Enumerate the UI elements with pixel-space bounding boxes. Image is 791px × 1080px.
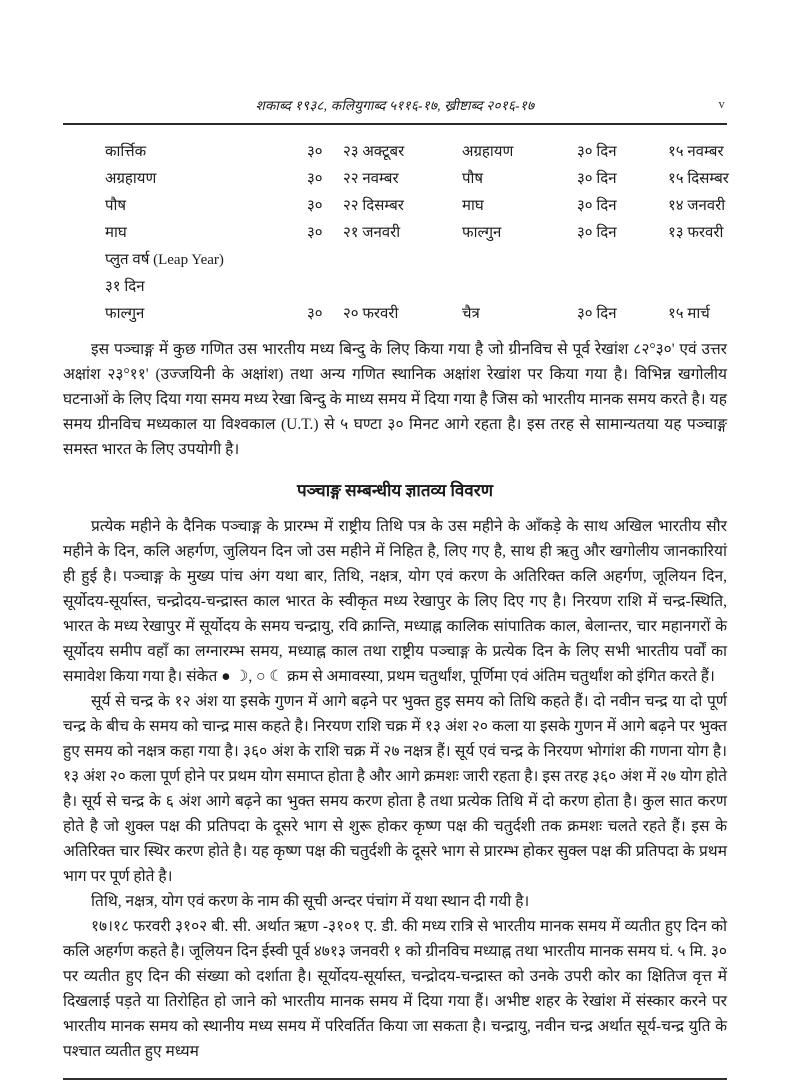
leap-year-days: ३१ दिन bbox=[105, 278, 145, 295]
days-cell: ३० bbox=[307, 170, 323, 187]
header-rule bbox=[63, 123, 727, 125]
date-cell: २२ दिसम्बर bbox=[343, 197, 404, 214]
month-cell: फाल्गुन bbox=[462, 224, 502, 241]
month-cell: चैत्र bbox=[462, 305, 480, 322]
days-cell: ३० bbox=[307, 197, 323, 214]
paragraph-panchang-basis: इस पञ्चाङ्ग में कुछ गणित उस भारतीय मध्य बिन्दु के लिए किया गया है जो ग्रीनविच से पूर्व रेखांश ८२°३०' एवं उत्तर अक्षांश २३°११' (उज्जयिनी के अक्षांश) तथा अन्य गणित स्थानिक अक्षांश रेखांश पर किया गया है। विभिन्न खगोलीय घटनाओं के लिए दिया गया समय मध्य रेखा बिन्दु के माध्य समय में दिया गया है जिस को भारतीय मानक समय करते है। यह समय ग्रीनविच मध्यकाल या विश्वकाल (U.T.) से ५ घण्टा ३० मिनट आगे रहता है। इस तरह से सामान्यतया यह पञ्चाङ्ग समस्त भारत के लिए उपयोगी है। bbox=[63, 341, 727, 458]
days-cell: ३० दिन bbox=[577, 224, 617, 241]
days-cell: ३० दिन bbox=[577, 197, 617, 214]
date-cell: १३ फरवरी bbox=[668, 224, 724, 241]
month-cell: पौष bbox=[462, 170, 484, 187]
table-row bbox=[105, 137, 745, 164]
date-cell: २० फरवरी bbox=[343, 305, 399, 322]
month-cell: पौष bbox=[105, 197, 127, 214]
paragraph-name-list-note: तिथि, नक्षत्र, योग एवं करण के नाम की सूची अन्दर पंचांग में यथा स्थान दी गयी है। bbox=[91, 893, 530, 910]
date-cell: २२ नवम्बर bbox=[343, 170, 399, 187]
running-head bbox=[63, 96, 727, 123]
date-cell: १५ दिसम्बर bbox=[668, 170, 729, 187]
table-row-leap-year bbox=[105, 245, 745, 272]
days-cell: ३० bbox=[307, 143, 323, 160]
month-cell: कार्त्तिक bbox=[105, 143, 147, 160]
month-cell: फाल्गुन bbox=[105, 305, 145, 322]
page-number: v bbox=[718, 97, 725, 111]
table-row bbox=[105, 191, 745, 218]
date-cell: १४ जनवरी bbox=[668, 197, 726, 214]
month-table bbox=[105, 137, 745, 326]
table-row-leap-days bbox=[105, 272, 745, 299]
month-cell: माघ bbox=[105, 224, 127, 241]
days-cell: ३० दिन bbox=[577, 170, 617, 187]
paragraph-panchang-contents: प्रत्येक महीने के दैनिक पञ्चाङ्ग के प्रारम्भ में राष्ट्रीय तिथि पत्र के उस महीने के आँकड़े के साथ अखिल भारतीय सौर महीने के दिन, कलि अहर्गण, जुलियन दिन जो उस महीने में निहित है, लिए गए है, साथ ही ऋतु और खगोलीय जानकारियां ही हुई है। पञ्चाङ्ग के मुख्य पांच अंग यथा बार, तिथि, नक्षत्र, योग एवं करण के अतिरिक्त कलि अहर्गण, जूलियन दिन, सूर्योदय-सूर्यास्त, चन्द्रोदय-चन्द्रास्त काल भारत के स्वीकृत मध्य रेखापुर के लिए दिए गए है। निरयण राशि में चन्द्र-स्थिति, भारत के मध्य रेखापुर में सूर्योदय के समय चन्द्रायु, रवि क्रान्ति, मध्याह्न कालिक सांपातिक काल, बेलान्तर, चार महानगरों के सूर्योदय समीप वहाँ का लग्नारम्भ समय, मध्याह्न काल तथा राष्ट्रीय पञ्चाङ्ग के प्रत्येक दिन के लिए सभी भारतीय पर्वों का समावेश किया गया है। संकेत ● ☽, ○ ☾ क्रम से अमावस्या, प्रथम चतुर्थांश, पूर्णिमा एवं अंतिम चतुर्थांश को इंगित करते हैं। bbox=[63, 518, 727, 685]
month-cell: अग्रहायण bbox=[105, 170, 157, 187]
days-cell: ३० bbox=[307, 305, 323, 322]
paragraph-kali-ahargana-julian-day: १७।१८ फरवरी ३१०२ बी. सी. अर्थात ऋण -३१०१ ए. डी. की मध्य रात्रि से भारतीय मानक समय में व्यतीत हुए दिन को कलि अहर्गण कहते है। जूलियन दिन ईस्वी पूर्व ४७१३ जनवरी १ को ग्रीनविच मध्याह्न तथा भारतीय मानक समय घं. ५ मि. ३० पर व्यतीत हुए दिन की संख्या को दर्शाता है। सूर्योदय-सूर्यास्त, चन्द्रोदय-चन्द्रास्त को उनके उपरी कोर का क्षितिज वृत्त में दिखलाई पड़ते या तिरोहित हो जाने को भारतीय मानक समय में दिया गया हैं। अभीष्ट शहर के रेखांश में संस्कार करने पर भारतीय मानक समय को स्थानीय मध्य समय में परिवर्तित किया जा सकता है। चन्द्रायु, नवीन चन्द्र अर्थात सूर्य-चन्द्र युति के पश्चात व्यतीत हुए मध्यम bbox=[63, 918, 727, 1060]
document-page bbox=[63, 96, 727, 1080]
paragraph-tithi-nakshatra-yoga-karana: सूर्य से चन्द्र के १२ अंश या इसके गुणन में आगे बढ़ने पर भुक्त हुइ समय को तिथि कहते हैं। दो नवीन चन्द्र या दो पूर्ण चन्द्र के बीच के समय को चान्द्र मास कहते है। निरयण राशि चक्र में १३ अंश २० कला या इसके गुणन में आगे बढ़ने पर भुक्त हुए समय को नक्षत्र कहा गया है। ३६० अंश के राशि चक्र में २७ नक्षत्र हैं। सूर्य एवं चन्द्र के निरयण भोगांश की गणना योग है। १३ अंश २० कला पूर्ण होने पर प्रथम योग समाप्त होता है और आगे क्रमशः जारी रहता है। इस तरह ३६० अंश में २७ योग होते है। सूर्य से चन्द्र के ६ अंश आगे बढ़ने का भुक्त समय करण होता है तथा प्रत्येक तिथि में दो करण होता है। कुल सात करण होते है जो शुक्ल पक्ष की प्रतिपदा के दूसरे भाग से शुरू होकर कृष्ण पक्ष की चतुर्दशी तक क्रमशः चलते रहते हैं। इस के अतिरिक्त चार स्थिर करण होते है। यह कृष्ण पक्ष की चतुर्दशी के दूसरे भाग से प्रारम्भ होकर सुक्ल पक्ष की प्रतिपदा के प्रथम भाग पर पूर्ण होते है। bbox=[63, 693, 727, 885]
section-heading: पञ्चाङ्ग सम्बन्धीय ज्ञातव्य विवरण bbox=[296, 481, 493, 500]
leap-year-label: प्लुत वर्ष (Leap Year) bbox=[105, 251, 224, 268]
days-cell: ३० bbox=[307, 224, 323, 241]
month-cell: अग्रहायण bbox=[462, 143, 514, 160]
running-head-title: शकाब्द १९३८, कलियुगाब्द ५११६-१७, ख्रीष्टाब्द २०१६-१७ bbox=[255, 98, 535, 113]
date-cell: २१ जनवरी bbox=[343, 224, 401, 241]
days-cell: ३० दिन bbox=[577, 143, 617, 160]
days-cell: ३० दिन bbox=[577, 305, 617, 322]
table-row bbox=[105, 299, 745, 326]
date-cell: २३ अक्टूबर bbox=[343, 143, 405, 160]
date-cell: १५ नवम्बर bbox=[668, 143, 724, 160]
table-row bbox=[105, 164, 745, 191]
date-cell: १५ मार्च bbox=[668, 305, 710, 322]
table-row bbox=[105, 218, 745, 245]
month-cell: माघ bbox=[462, 197, 484, 214]
